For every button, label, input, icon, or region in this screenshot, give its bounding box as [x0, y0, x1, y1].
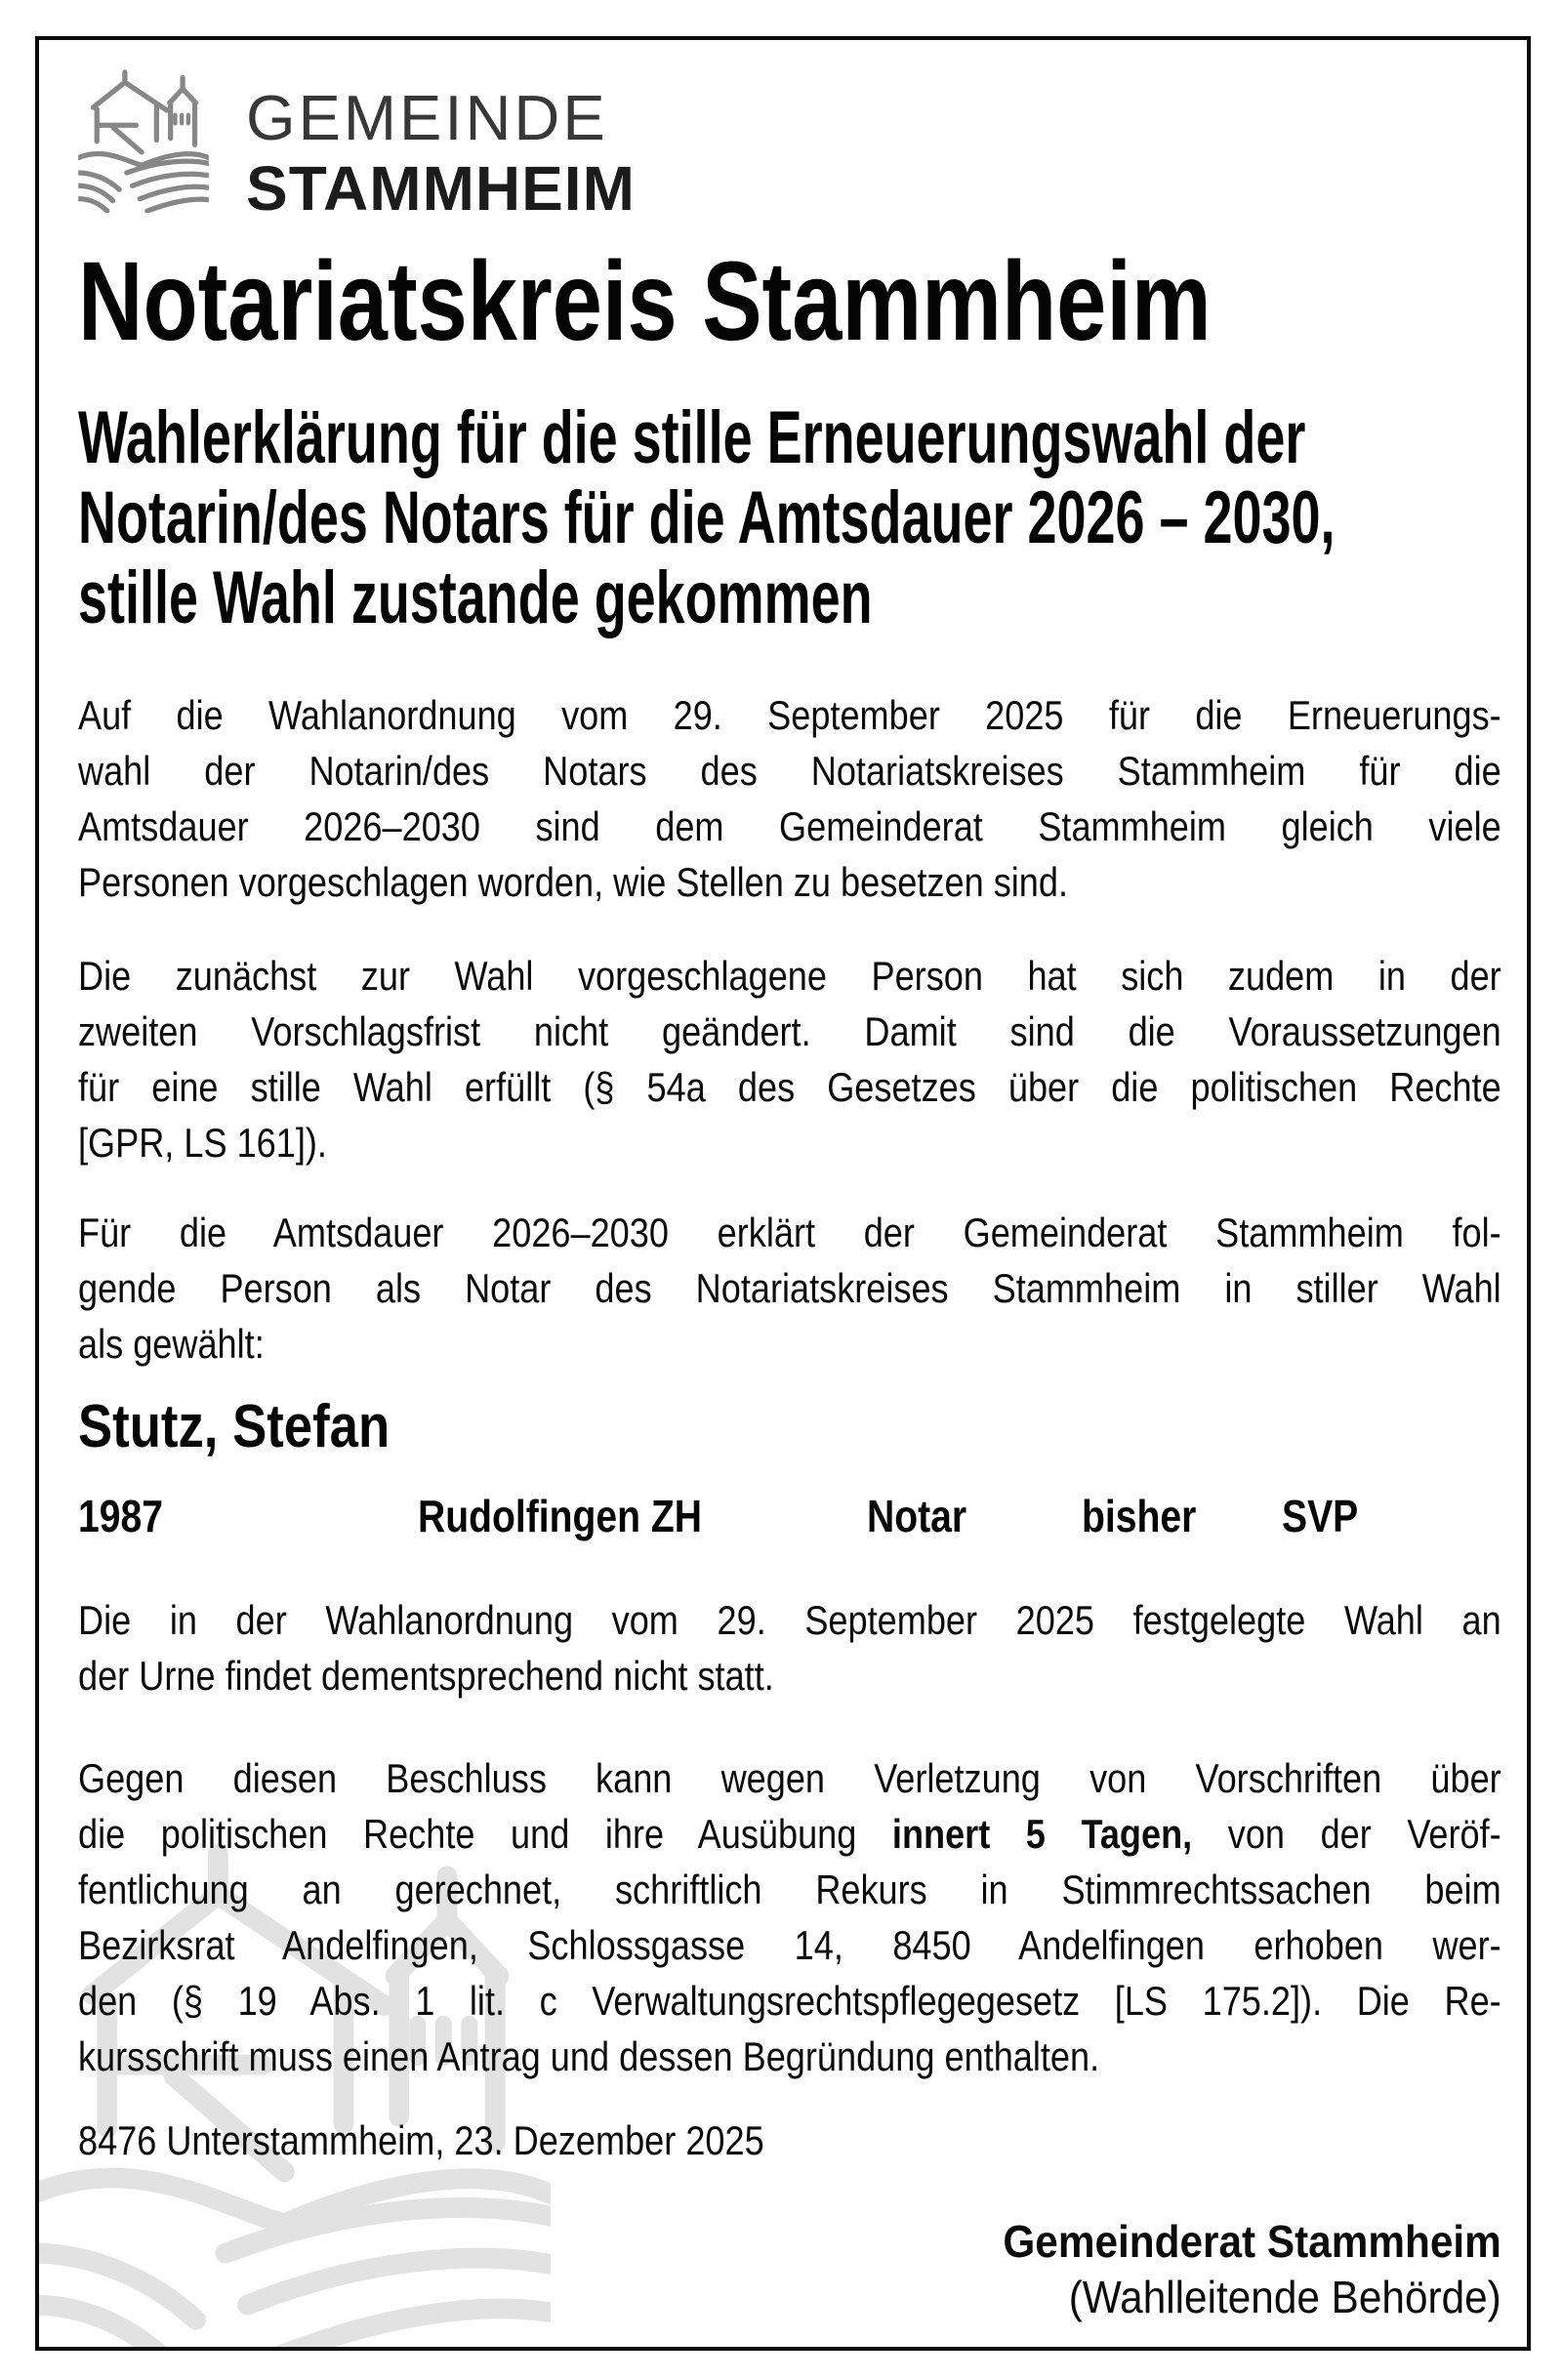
text-line: fentlichung an gerechnet, schriftlich Rekurs in Stimmrechtssachen beim — [78, 1867, 1501, 1912]
text-line: wahl der Notarin/des Notars des Notariatskreises Stammheim für die — [78, 748, 1501, 794]
text-line: Personen vorgeschlagen worden, wie Stellen zu besetzen sind. — [78, 859, 1068, 905]
incumbency-label: bisher — [1082, 1491, 1197, 1541]
text-line: die politischen Rechte und ihre Ausübung innert 5 Tagen, von der Veröf- — [78, 1811, 1501, 1857]
text-line: [GPR, LS 161]). — [78, 1120, 327, 1166]
paragraph-urnenwahl — [78, 1592, 1501, 1703]
role-label: Notar — [867, 1491, 967, 1541]
place-of-origin: Rudolfingen ZH — [418, 1491, 703, 1541]
paragraph-erklaerung — [78, 1205, 1501, 1372]
issuing-authority: Gemeinderat Stammheim — [1003, 2216, 1501, 2267]
text-line: Bezirksrat Andelfingen, Schlossgasse 14, 8450 Andelfingen erhoben wer- — [78, 1922, 1501, 1968]
paragraph-wahlanordnung — [78, 687, 1501, 910]
birth-year: 1987 — [78, 1491, 163, 1541]
notice-subtitle — [78, 398, 1562, 638]
text-line: gende Person als Notar des Notariatskreises Stammheim in stiller Wahl — [78, 1265, 1501, 1311]
paragraph-rekurs — [78, 1750, 1501, 2084]
text-line: Die in der Wahlanordnung vom 29. September 2025 festgelegte Wahl an — [78, 1597, 1501, 1643]
text-line: kursschrift muss einen Antrag und dessen Begründung enthalten. — [78, 2033, 1100, 2079]
paragraph-voraussetzungen — [78, 948, 1501, 1170]
elected-person-details — [0, 1491, 1562, 1542]
elected-person-name: Stutz, Stefan — [78, 1393, 390, 1460]
text-line: Für die Amtsdauer 2026–2030 erklärt der Gemeinderat Stammheim fol- — [78, 1210, 1501, 1255]
text-line: Notarin/des Notars für die Amtsdauer 2026 – 2030, — [78, 476, 1336, 559]
village-fields-logo-icon — [78, 68, 209, 213]
notice-title: Notariatskreis Stammheim — [78, 239, 1212, 364]
text-line: der Urne findet dementsprechend nicht statt. — [78, 1653, 774, 1699]
text-line: den (§ 19 Abs. 1 lit. c Verwaltungsrechtspflegegesetz [LS 175.2]). Die Re- — [78, 1978, 1501, 2024]
text-line: Die zunächst zur Wahl vorgeschlagene Person hat sich zudem in der — [78, 953, 1501, 999]
text-line: Wahlerklärung für die stille Erneuerungswahl der — [78, 396, 1306, 479]
logo-wordmark-line1: GEMEINDE — [246, 82, 608, 153]
text-line: zweiten Vorschlagsfrist nicht geändert. Damit sind die Voraussetzungen — [78, 1008, 1501, 1054]
municipality-logo — [78, 68, 209, 218]
text-line: für eine stille Wahl erfüllt (§ 54a des Gesetzes über die politischen Rechte — [78, 1064, 1501, 1110]
place-and-date-line: 8476 Unterstammheim, 23. Dezember 2025 — [78, 2117, 764, 2163]
text-line: Auf die Wahlanordnung vom 29. September 2025 für die Erneuerungs- — [78, 692, 1501, 738]
authority-function: (Wahlleitende Behörde) — [1068, 2272, 1501, 2322]
text-line: Gegen diesen Beschluss kann wegen Verletzung von Vorschriften über — [78, 1755, 1501, 1801]
text-line: stille Wahl zustande gekommen — [78, 556, 873, 639]
signature-block — [1004, 2214, 1501, 2325]
party-label: SVP — [1282, 1491, 1359, 1541]
text-line: als gewählt: — [78, 1321, 265, 1367]
logo-wordmark-line2: STAMMHEIM — [246, 153, 636, 224]
text-line: Amtsdauer 2026–2030 sind dem Gemeinderat Stammheim gleich viele — [78, 803, 1501, 849]
